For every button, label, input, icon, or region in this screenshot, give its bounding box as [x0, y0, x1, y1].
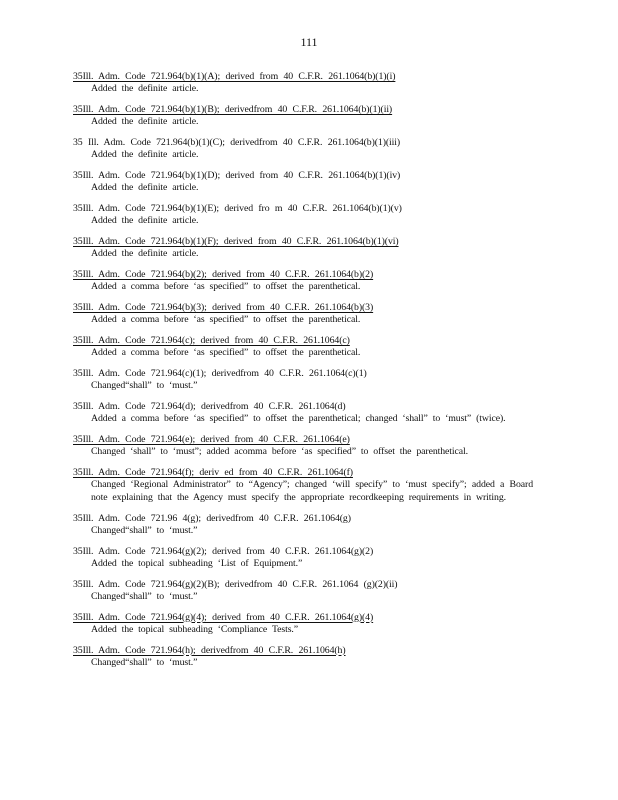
- change-note: Added a comma before ‘as specified” to offset the parenthetical.: [91, 281, 361, 292]
- citation-line: 35Ill. Adm. Code 721.964(b)(1)(E); derived fro m 40 C.F.R. 261.1064(b)(1)(v): [73, 203, 402, 214]
- citation-entry: [73, 401, 533, 426]
- citation-entry: [73, 137, 533, 162]
- citation-line: 35Ill. Adm. Code 721.964(g)(2); derived from 40 C.F.R. 261.1064(g)(2): [73, 545, 374, 557]
- citation-entry: [73, 645, 533, 670]
- change-note: Added the topical subheading ‘Compliance Tests.”: [91, 623, 299, 635]
- citation-line: 35Ill. Adm. Code 721.964(g)(4); derived from 40 C.F.R. 261.1064(g)(4): [73, 611, 374, 623]
- change-note: Added the definite article.: [91, 149, 199, 160]
- citation-entry: [73, 579, 533, 604]
- amendment-notes-list: [73, 71, 533, 678]
- citation-line: 35Ill. Adm. Code 721.96 4(g); derivedfrom 40 C.F.R. 261.1064(g): [73, 512, 351, 524]
- citation-line: 35Ill. Adm. Code 721.964(b)(1)(F); derived from 40 C.F.R. 261.1064(b)(1)(vi): [73, 236, 399, 247]
- citation-line: 35 Ill. Adm. Code 721.964(b)(1)(C); derivedfrom 40 C.F.R. 261.1064(b)(1)(iii): [73, 137, 401, 148]
- citation-line: 35Ill. Adm. Code 721.964(b)(1)(D); derived from 40 C.F.R. 261.1064(b)(1)(iv): [73, 170, 401, 181]
- citation-entry: [73, 513, 533, 538]
- change-note: Added the definite article.: [91, 116, 199, 127]
- page-number: 111: [300, 35, 318, 49]
- citation-entry: [73, 546, 533, 571]
- change-note: Changed ‘Regional Administrator” to “Agency”; changed ‘will specify” to ‘must specify”; added a Board note explaining that the Agency must specify the appropriate recordkeeping requirements in writing.: [91, 479, 533, 503]
- citation-line: 35Ill. Adm. Code 721.964(d); derivedfrom 40 C.F.R. 261.1064(d): [73, 401, 346, 412]
- citation-entry: [73, 368, 533, 393]
- change-note: Added the definite article.: [91, 215, 199, 226]
- change-note: Added the definite article.: [91, 182, 199, 193]
- citation-line: 35Ill. Adm. Code 721.964(b)(2); derived from 40 C.F.R. 261.1064(b)(2): [73, 269, 374, 280]
- change-note: Added a comma before ‘as specified” to offset the parenthetical.: [91, 314, 361, 325]
- citation-entry: [73, 104, 533, 129]
- citation-line: 35Ill. Adm. Code 721.964(g)(2)(B); derivedfrom 40 C.F.R. 261.1064 (g)(2)(ii): [73, 578, 398, 590]
- change-note: Changed“shall” to ‘must.”: [91, 380, 198, 391]
- change-note: Added a comma before ‘as specified” to offset the parenthetical; changed ‘shall” to ‘must” (twice).: [91, 413, 506, 424]
- change-note: Changed“shall” to ‘must.”: [91, 524, 198, 536]
- change-note: Added a comma before ‘as specified” to offset the parenthetical.: [91, 347, 361, 358]
- citation-line: 35Ill. Adm. Code 721.964(b)(3); derived from 40 C.F.R. 261.1064(b)(3): [73, 302, 374, 313]
- citation-line: 35Ill. Adm. Code 721.964(b)(1)(B); derivedfrom 40 C.F.R. 261.1064(b)(1)(ii): [73, 104, 393, 115]
- change-note: Changed“shall” to ‘must.”: [91, 590, 198, 602]
- citation-entry: [73, 71, 533, 96]
- citation-entry: [73, 612, 533, 637]
- change-note: Changed ‘shall” to ‘must”; added acomma before ‘as specified” to offset the parenthetical.: [91, 446, 469, 457]
- citation-entry: [73, 302, 533, 327]
- citation-entry: [73, 467, 533, 504]
- citation-entry: [73, 434, 533, 459]
- citation-entry: [73, 236, 533, 261]
- change-note: Added the definite article.: [91, 248, 199, 259]
- change-note: Changed“shall” to ‘must.”: [91, 656, 198, 668]
- change-note: Added the definite article.: [91, 83, 199, 94]
- citation-line: 35Ill. Adm. Code 721.964(b)(1)(A); derived from 40 C.F.R. 261.1064(b)(1)(i): [73, 71, 396, 82]
- citation-entry: [73, 203, 533, 228]
- citation-line: 35Ill. Adm. Code 721.964(h); derivedfrom 40 C.F.R. 261.1064(h): [73, 644, 346, 656]
- citation-entry: [73, 170, 533, 195]
- citation-line: 35Ill. Adm. Code 721.964(c); derived from 40 C.F.R. 261.1064(c): [73, 335, 350, 346]
- citation-line: 35Ill. Adm. Code 721.964(e); derived from 40 C.F.R. 261.1064(e): [73, 434, 350, 445]
- change-note: Added the topical subheading ‘List of Equipment.”: [91, 557, 303, 569]
- citation-line: 35Ill. Adm. Code 721.964(c)(1); derivedfrom 40 C.F.R. 261.1064(c)(1): [73, 368, 367, 379]
- citation-line: 35Ill. Adm. Code 721.964(f); deriv ed from 40 C.F.R. 261.1064(f): [73, 467, 353, 478]
- citation-entry: [73, 335, 533, 360]
- citation-entry: [73, 269, 533, 294]
